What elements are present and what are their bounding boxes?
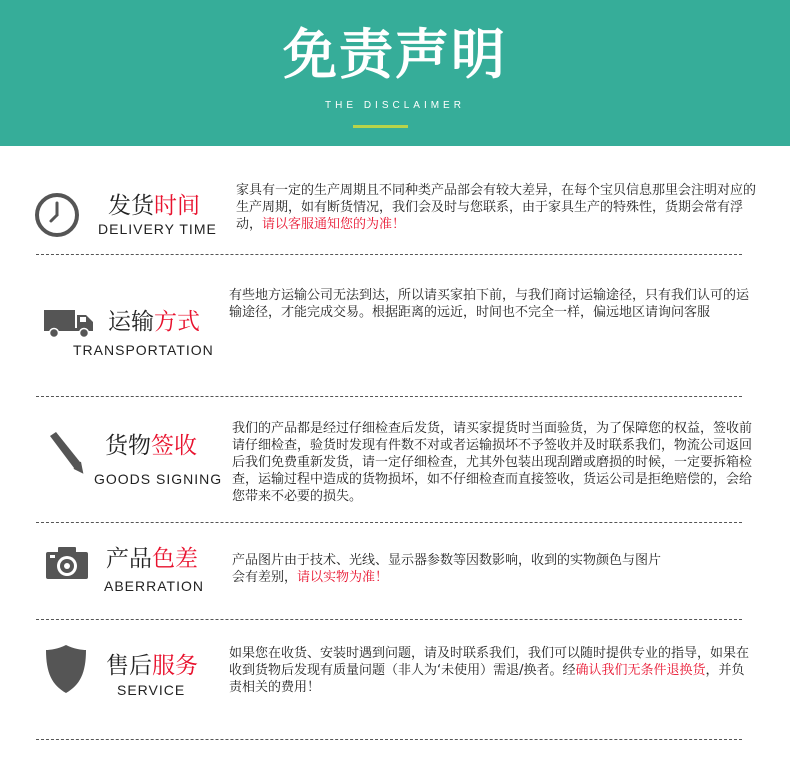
section-aberration	[0, 535, 790, 615]
section-delivery-time	[0, 170, 790, 250]
section-title-en: DELIVERY TIME	[98, 221, 217, 237]
section-divider	[36, 254, 742, 255]
section-title-en: SERVICE	[117, 682, 186, 698]
section-divider	[36, 396, 742, 397]
section-title-en: GOODS SIGNING	[94, 471, 223, 487]
page-subtitle: THE DISCLAIMER	[325, 100, 465, 111]
section-text: 产品图片由于技术、光线、显示器参数等因数影响，收到的实物颜色与图片会有差别，请以实物为准！	[232, 553, 662, 585]
section-goods-signing	[0, 410, 790, 518]
header-accent-line	[353, 125, 408, 128]
page-title: 免责声明	[283, 23, 507, 86]
section-title: 运输方式	[108, 309, 200, 335]
section-divider	[36, 522, 742, 523]
section-title: 产品色差	[106, 546, 198, 572]
truck-icon	[44, 308, 94, 338]
shield-icon	[44, 643, 88, 695]
header-banner	[0, 0, 790, 146]
section-text: 如果您在收货、安装时遇到问题，请及时联系我们，我们可以随时提供专业的指导，如果在收到货物后发现有质量问题（非人为‘未使用）需退/换者。经确认我们无条件退换货，并负责相关的费用！	[229, 646, 750, 695]
section-title: 售后服务	[106, 653, 198, 679]
section-divider	[36, 739, 742, 740]
section-title-en: ABERRATION	[104, 578, 204, 594]
section-transportation	[0, 275, 790, 375]
section-text: 家具有一定的生产周期且不同种类产品部会有较大差异，在每个宝贝信息那里会注明对应的生产周期，如有断货情况，我们会及时与您联系，由于家具生产的特殊性，货期会常有浮动，请以客服通知您的为准！	[236, 183, 757, 232]
section-text: 我们的产品都是经过仔细检查后发货，请买家提货时当面验货，为了保障您的权益，签收前请仔细检查，验货时发现有件数不对或者运输损坏不予签收并及时联系我们，物流公司返回后我们免费重新发货，请一定仔细检查，尤其外包装出现刮蹭或磨损的时候，一定要拆箱检查，运输过程中造成的货物损坏，如不仔细检查而直接签收，货运公司是拒绝赔偿的，会给您带来不必要的损失。	[232, 421, 753, 504]
section-title-en: TRANSPORTATION	[73, 342, 214, 358]
clock-icon	[34, 192, 80, 238]
section-divider	[36, 619, 742, 620]
section-title: 发货时间	[108, 193, 200, 219]
pen-icon	[44, 430, 88, 476]
section-title: 货物签收	[105, 433, 197, 459]
section-text: 有些地方运输公司无法到达，所以请买家拍下前，与我们商讨运输途径，只有我们认可的运输途径，才能完成交易。根据距离的远近，时间也不完全一样，偏远地区请询问客服	[229, 288, 750, 320]
section-service	[0, 635, 790, 735]
camera-icon	[44, 545, 90, 581]
